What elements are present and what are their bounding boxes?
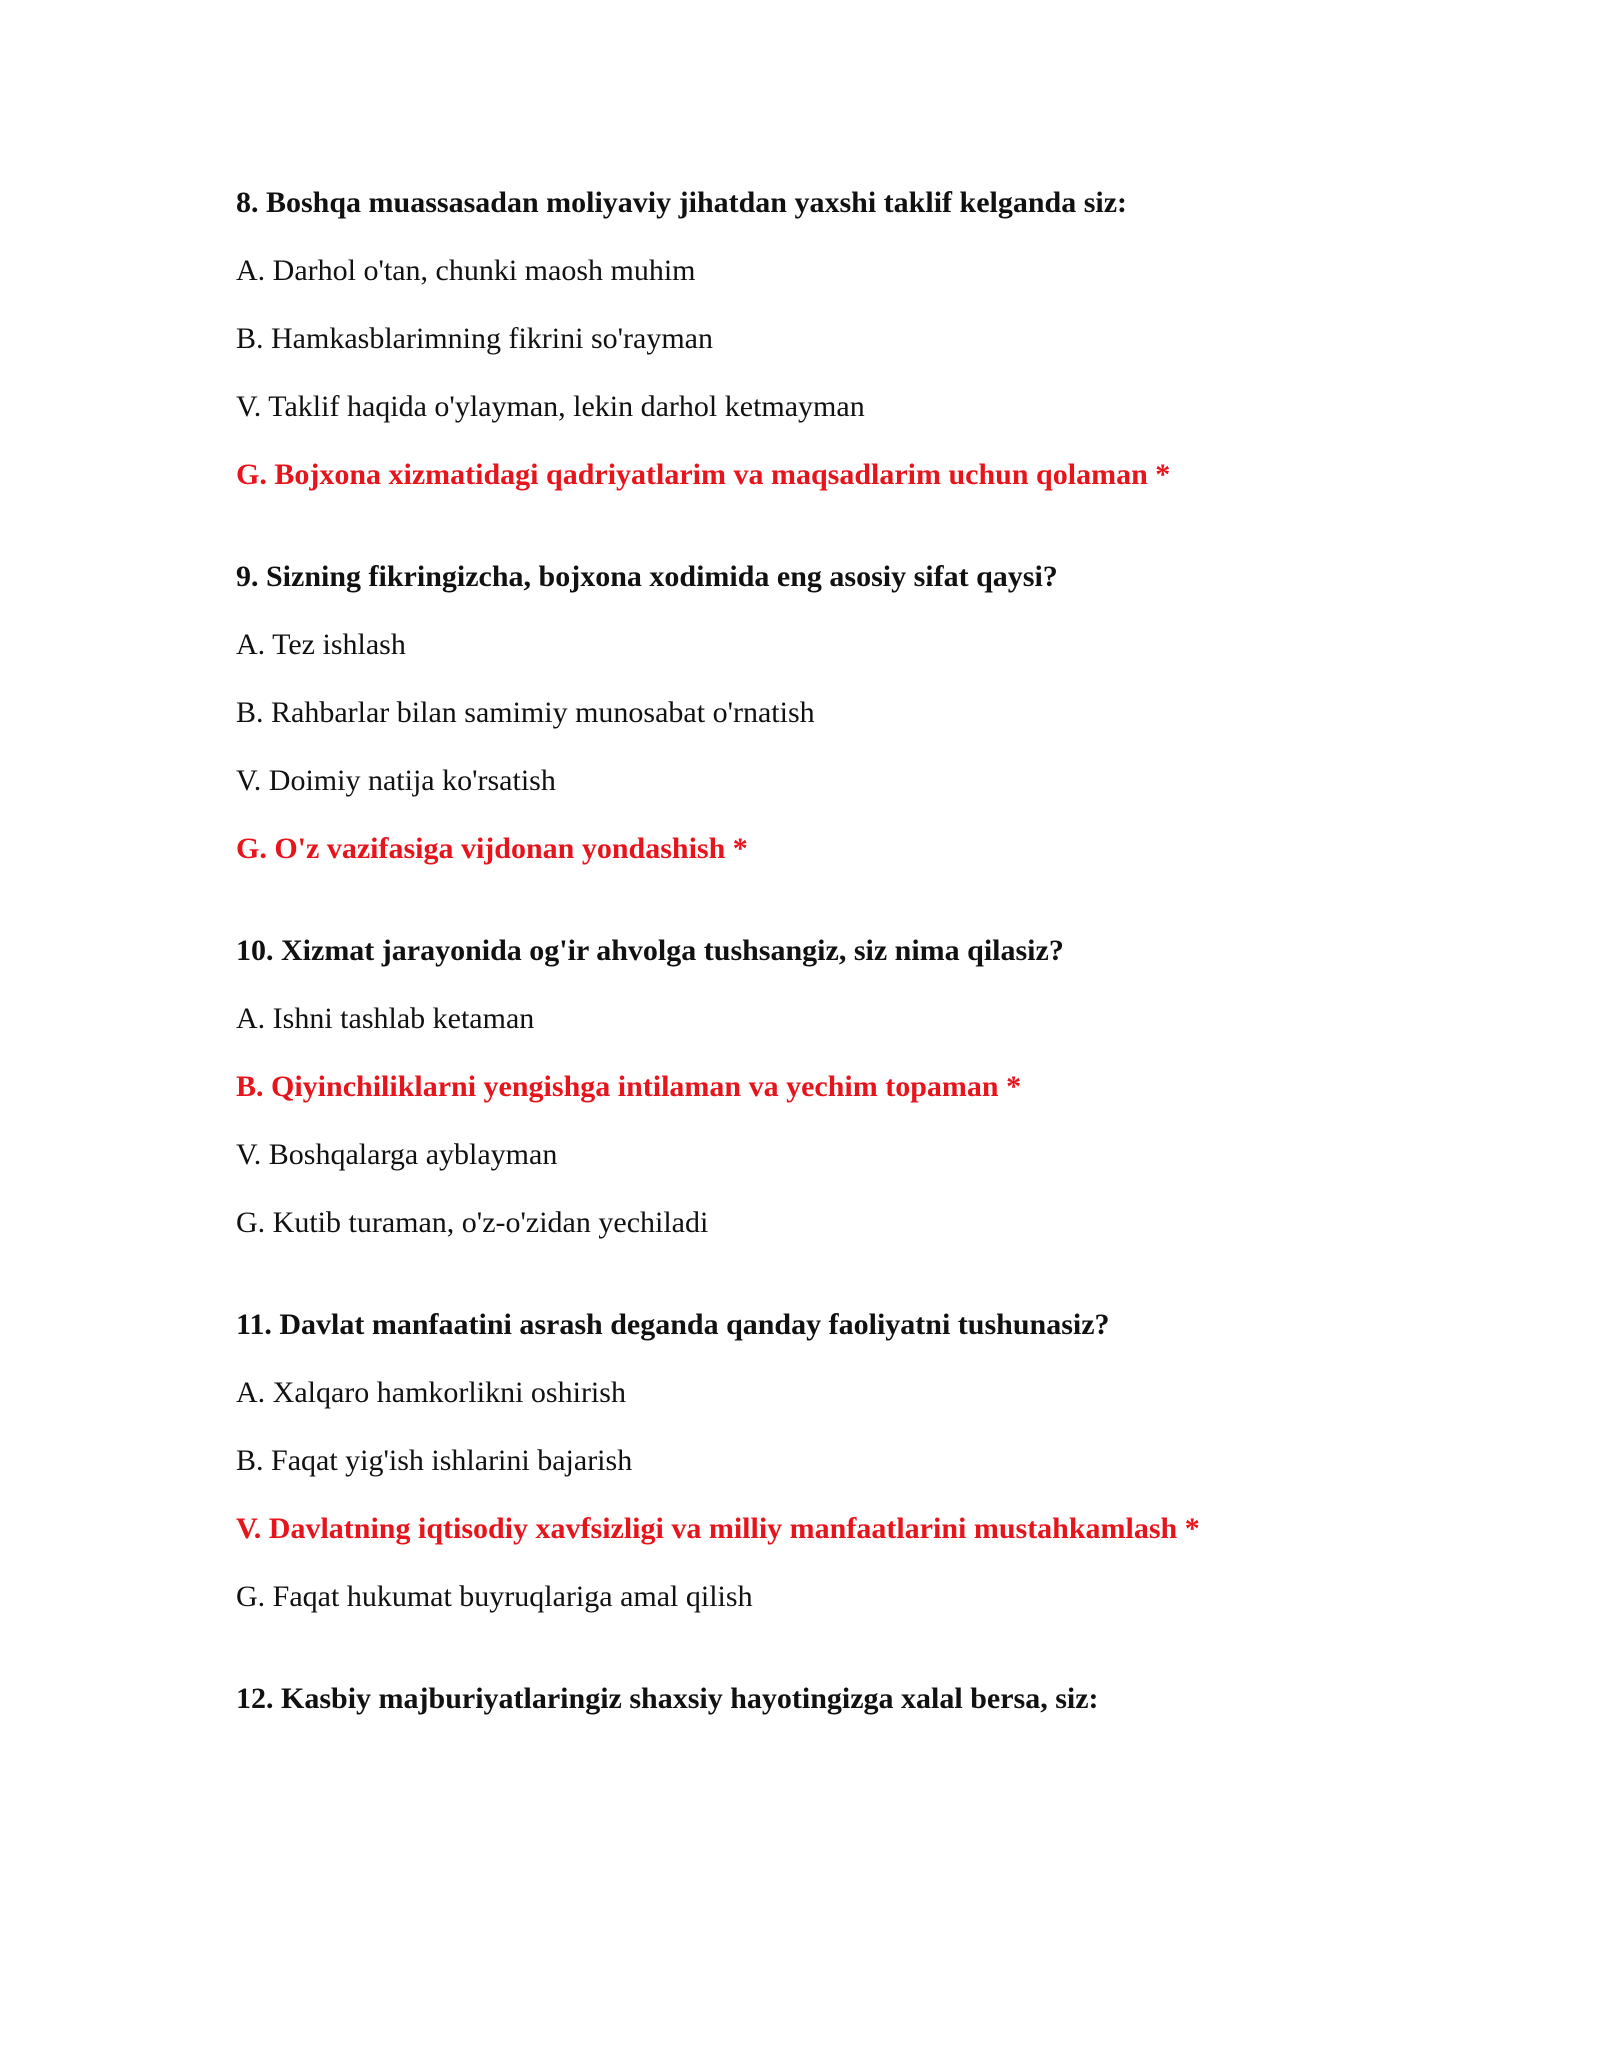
question-block-9 [236, 559, 1436, 867]
question-block-11 [236, 1307, 1436, 1615]
quiz-content [236, 185, 1436, 1783]
answer-option: G. Faqat hukumat buyruqlariga amal qilish [236, 1580, 753, 1613]
correct-answer-option: G. O'z vazifasiga vijdonan yondashish * [236, 832, 748, 865]
answer-option: G. Kutib turaman, o'z-o'zidan yechiladi [236, 1206, 709, 1239]
answer-option: A. Tez ishlash [236, 628, 406, 661]
answer-option: A. Xalqaro hamkorlikni oshirish [236, 1376, 626, 1409]
question-block-12 [236, 1681, 1436, 1717]
answer-option: V. Doimiy natija ko'rsatish [236, 764, 556, 797]
answer-option: B. Rahbarlar bilan samimiy munosabat o'rnatish [236, 696, 815, 729]
answer-option: B. Hamkasblarimning fikrini so'rayman [236, 322, 713, 355]
question-text: 10. Xizmat jarayonida og'ir ahvolga tushsangiz, siz nima qilasiz? [236, 934, 1064, 967]
answer-option: A. Ishni tashlab ketaman [236, 1002, 535, 1035]
question-block-8 [236, 185, 1436, 493]
answer-option: V. Taklif haqida o'ylayman, lekin darhol ketmayman [236, 390, 865, 423]
answer-option: B. Faqat yig'ish ishlarini bajarish [236, 1444, 633, 1477]
question-text: 12. Kasbiy majburiyatlaringiz shaxsiy hayotingizga xalal bersa, siz: [236, 1682, 1099, 1715]
answer-option: V. Boshqalarga ayblayman [236, 1138, 558, 1171]
correct-answer-option: B. Qiyinchiliklarni yengishga intilaman va yechim topaman * [236, 1070, 1022, 1103]
answer-option: A. Darhol o'tan, chunki maosh muhim [236, 254, 696, 287]
correct-answer-option: G. Bojxona xizmatidagi qadriyatlarim va maqsadlarim uchun qolaman * [236, 458, 1171, 491]
correct-answer-option: V. Davlatning iqtisodiy xavfsizligi va milliy manfaatlarini mustahkamlash * [236, 1512, 1200, 1545]
question-text: 11. Davlat manfaatini asrash deganda qanday faoliyatni tushunasiz? [236, 1308, 1110, 1341]
question-text: 9. Sizning fikringizcha, bojxona xodimida eng asosiy sifat qaysi? [236, 560, 1058, 593]
question-block-10 [236, 933, 1436, 1241]
question-text: 8. Boshqa muassasadan moliyaviy jihatdan yaxshi taklif kelganda siz: [236, 186, 1128, 219]
